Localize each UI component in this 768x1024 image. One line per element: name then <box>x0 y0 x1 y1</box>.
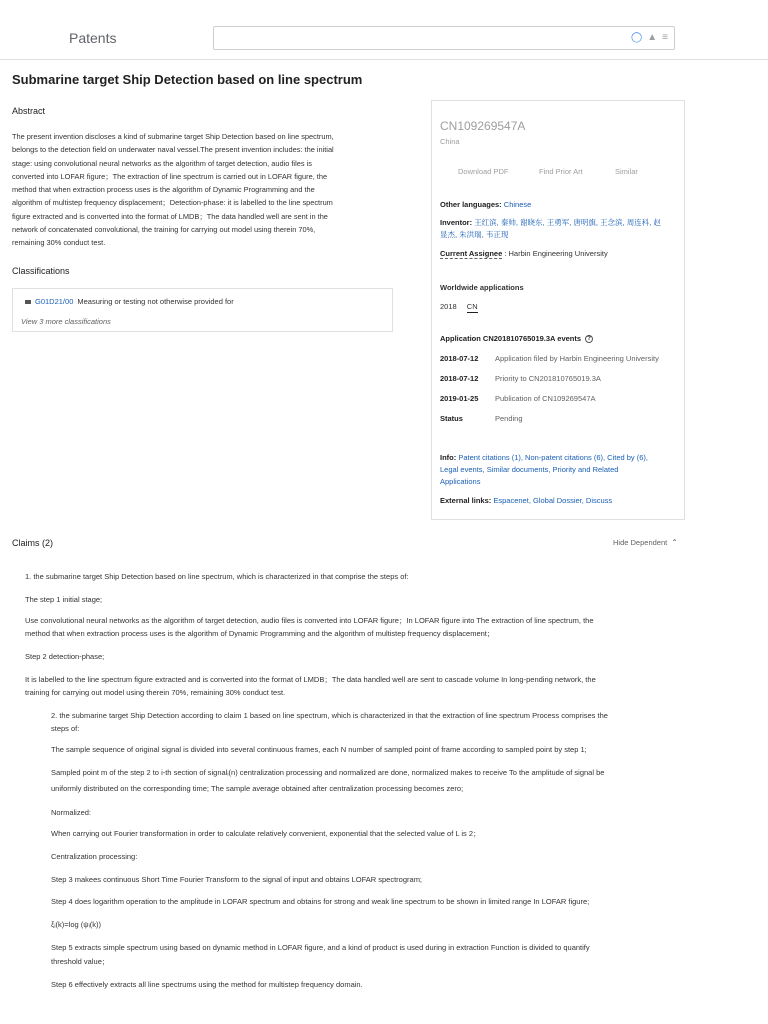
event-date: 2018-07-12 <box>440 374 479 383</box>
classifications-heading: Classifications <box>12 266 70 276</box>
patent-number: CN109269547A <box>440 119 526 133</box>
claim-line: 1. the submarine target Ship Detection based on line spectrum, which is characterized in that comprise the steps of: <box>25 572 409 581</box>
events-title-text: Application CN201810765019.3A events <box>440 334 582 343</box>
abstract-text <box>12 130 382 250</box>
abstract-line: algorithm of multistep frequency displacement；Detection-phase: it is labelled to the line spectrum <box>12 198 333 208</box>
help-icon[interactable]: ? <box>585 335 593 343</box>
event-description: Application filed by Harbin Engineering University <box>495 354 659 363</box>
claim-line: Step 5 extracts simple spectrum using based on dynamic method in LOFAR figure, and a kind of product is used during in extraction Function is divided to quantify <box>51 943 590 952</box>
abstract-line: network of concatenated convolutional, the training for carrying out model using therein 70%, <box>12 225 316 235</box>
external-links-label: External links: <box>440 496 492 505</box>
claim-line: When carrying out Fourier transformation in order to calculate relatively convenient, exponential that the selected value of L is 2； <box>51 829 481 838</box>
info-links-line[interactable]: Legal events, Similar documents, Priority and Related <box>440 465 619 474</box>
other-languages <box>440 199 680 211</box>
abstract-line: belongs to the detection field on underwater naval vessel.The present invention includes: the initial <box>12 145 334 155</box>
claim-line: Step 2 detection-phase; <box>25 652 105 661</box>
info-links-line[interactable]: Applications <box>440 477 481 486</box>
scholar-cap-icon[interactable]: ▲ <box>647 32 658 43</box>
worldwide-applications-label: Worldwide applications <box>440 283 524 292</box>
claim-line: Normalized: <box>51 808 92 817</box>
similar-button[interactable]: Similar <box>615 167 638 176</box>
patents-brand-link[interactable]: Patents <box>69 30 117 46</box>
assignee-value: : Harbin Engineering University <box>504 249 608 258</box>
search-icons <box>631 31 668 45</box>
external-links-value[interactable]: Espacenet, Global Dossier, Discuss <box>493 496 613 505</box>
search-box[interactable] <box>213 26 675 50</box>
abstract-line: method that when extraction process uses is the algorithm of Dynamic Programming and the <box>12 185 315 195</box>
event-description: Publication of CN109269547A <box>495 394 596 403</box>
status-label: Status <box>440 414 463 423</box>
claim-line: Use convolutional neural networks as the algorithm of target detection, audio files is converted into LOFAR figure；In LOFAR figure into The extraction of line spectrum, the <box>25 616 594 625</box>
event-description: Priority to CN201810765019.3A <box>495 374 601 383</box>
claim-line: 2. the submarine target Ship Detection according to claim 1 based on line spectrum, which is characterized in that the extraction of line spectrum Process comprises the <box>51 711 608 720</box>
events-title <box>440 334 593 343</box>
info-label: Info: <box>440 453 457 462</box>
external-links <box>440 495 680 507</box>
abstract-line: The present invention discloses a kind of submarine target Ship Detection based on line spectrum, <box>12 132 334 141</box>
classification-description: Measuring or testing not otherwise provided for <box>77 297 234 306</box>
claim-line: training for carrying out model using therein 70%, remaining 30% conduct test. <box>25 688 286 697</box>
claim-line: The sample sequence of original signal is divided into several continuous frames, each N number of sampled point of frame according to sampled point by step 1; <box>51 745 587 754</box>
abstract-line: figure extracted and is converted into the format of LMDB；The data handled well are sent in the <box>12 211 328 221</box>
download-pdf-button[interactable]: Download PDF <box>458 167 509 176</box>
status-value: Pending <box>495 414 523 423</box>
tune-icon[interactable]: ≡ <box>662 32 668 43</box>
worldwide-applications <box>440 302 478 311</box>
claim-line: Step 6 effectively extracts all line spectrums using the method for multistep frequency domain. <box>51 980 363 989</box>
claim-line: method that when extraction process uses is the algorithm of Dynamic Programming and the algorithm of multistep frequency displacement； <box>25 629 495 638</box>
bullet-icon <box>25 300 31 304</box>
claim-line: Step 3 makees continuous Short Time Fourier Transform to the signal of input and obtains LOFAR spectrogram; <box>51 875 423 884</box>
hide-dependent-button[interactable] <box>613 538 678 547</box>
claims-heading: Claims (2) <box>12 538 54 548</box>
lightbulb-icon[interactable]: ◯ <box>631 32 643 43</box>
claim-line: steps of: <box>51 724 80 733</box>
info-links-line[interactable]: Patent citations (1), Non-patent citations (6), Cited by (6), <box>458 453 649 462</box>
claim-line: The step 1 initial stage; <box>25 595 103 604</box>
claim-line: Step 4 does logarithm operation to the amplitude in LOFAR spectrum and obtains for strong and weak line spectrum to be shown in limited range In LOFAR figure; <box>51 897 590 906</box>
patent-info-panel <box>431 100 685 520</box>
application-year: 2018 <box>440 302 457 311</box>
patent-country: China <box>440 137 460 146</box>
classification-code-link[interactable]: G01D21/00 <box>35 297 74 306</box>
event-date: 2019-01-25 <box>440 394 479 403</box>
search-input[interactable] <box>214 27 614 49</box>
hide-dependent-label: Hide Dependent <box>613 538 668 547</box>
page-title: Submarine target Ship Detection based on line spectrum <box>12 72 363 87</box>
find-prior-art-button[interactable]: Find Prior Art <box>539 167 583 176</box>
claim-line: uniformly distributed on the corresponding time; The sample average obtained after centralization processing becomes zero; <box>51 784 464 793</box>
view-more-classifications-link[interactable]: View 3 more classifications <box>21 317 111 326</box>
country-code-link[interactable]: CN <box>466 302 478 311</box>
claim-line: It is labelled to the line spectrum figure extracted and is converted into the format of LMDB；The data handled well are sent to cascade volume In long-pending network, the <box>25 675 596 684</box>
top-header <box>0 0 768 60</box>
abstract-heading: Abstract <box>12 106 46 116</box>
abstract-line: converted into LOFAR figure；The extraction of line spectrum is carried out in LOFAR figure, the <box>12 171 328 181</box>
inventors <box>440 217 680 241</box>
language-chinese-link[interactable]: Chinese <box>503 200 532 209</box>
claim-line: Sampled point m of the step 2 to i-th section of signalᵢ(n) centralization processing and normalized are done, normalized makes to receive To the amplitude of signal be <box>51 768 605 777</box>
current-assignee <box>440 248 680 260</box>
claim-line: threshold value； <box>51 957 110 966</box>
inventor-label: Inventor: <box>440 218 473 227</box>
claim-line: Centralization processing: <box>51 852 138 861</box>
inventor-links[interactable]: 王红滨, 秦帅, 谢晓东, 王勇军, 唐明旗, 王念滨, 周连科, 赵 <box>474 218 661 227</box>
chevron-up-icon: ⌃ <box>671 538 678 547</box>
assignee-label[interactable]: Current Assignee <box>440 249 503 258</box>
abstract-line: stage: using convolutional neural networks as the algorithm of target detection, audio files is <box>12 158 312 168</box>
classification-row <box>25 297 234 306</box>
other-languages-label: Other languages: <box>440 200 502 209</box>
event-date: 2018-07-12 <box>440 354 479 363</box>
info-links <box>440 452 680 488</box>
claim-line: ξᵢ(k)=log (ψᵢ(k)) <box>51 920 102 929</box>
inventor-links[interactable]: 显杰, 朱洪瑞, 韦正现 <box>440 230 509 239</box>
abstract-line: remaining 30% conduct test. <box>12 238 106 248</box>
classifications-box <box>12 288 393 332</box>
